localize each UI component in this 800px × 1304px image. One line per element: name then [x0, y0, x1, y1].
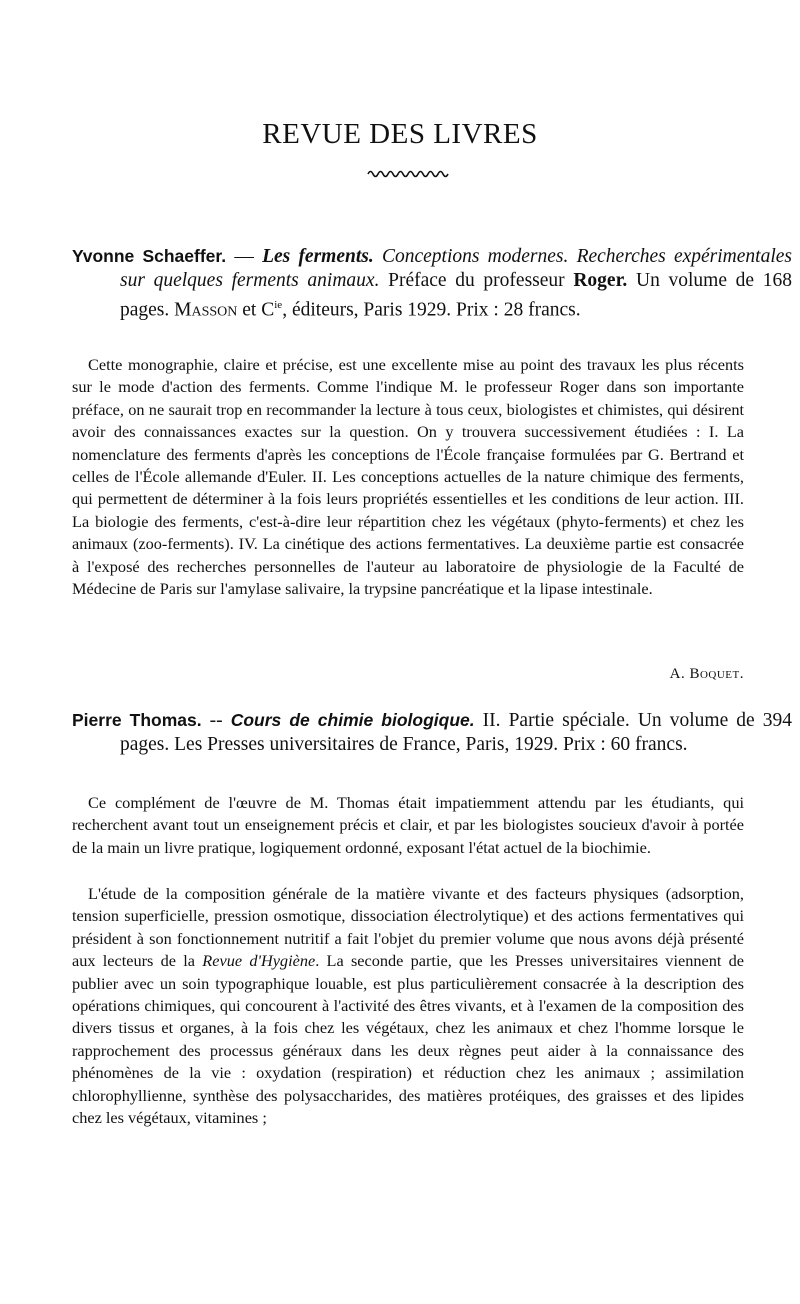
review-details: , éditeurs, Paris 1929. Prix : 28 francs. — [282, 299, 581, 321]
review-signature: A. Boquet. — [669, 666, 744, 682]
review-work-subtitle: Conceptions modernes. Recherches expérimentales sur quelques ferments animaux. — [120, 246, 792, 291]
separator-dash: — — [226, 246, 263, 267]
review-work-title: Les ferments. — [262, 246, 374, 267]
review-details: ie — [274, 299, 283, 311]
review-heading-2 — [72, 708, 792, 757]
review-author: Yvonne Schaeffer. — [72, 246, 227, 266]
review-author: Pierre Thomas. — [72, 710, 202, 730]
review-work-title: Cours de chimie biologique. — [230, 710, 475, 730]
review-details: Préface du professeur — [379, 270, 574, 291]
review-details: Un volume de 168 pages. — [120, 270, 792, 321]
review-paragraph: Ce complément de l'œuvre de M. Thomas était impatiemment attendu par les étudiants, qui recherchent avant tout un enseignement précis et clair, et par les biologistes soucieux d'avoir à portée de la main un livre pratique, logiquement ordonné, exposant l'état actuel de la biochimie. — [72, 793, 744, 857]
preface-author: Roger. — [573, 270, 628, 291]
review-paragraph: L'étude de la composition générale de la matière vivante et des facteurs physiques (adsorption, tension superficielle, pression osmotique, dissociation électrolytique) et des actions fermentatives qui président à son fonctionnement nutritif a fait l'objet du premier volume que nous avons déjà présenté aux lecteurs de la Revue d'Hygiène. La seconde partie, que les Presses universitaires viennent de publier avec un soin typographique louable, est plus particulièrement consacrée à la description des opérations chimiques, qui concourent à l'activité des êtres vivants, et à l'examen de la composition des divers tissus et organes, à la fois chez les végétaux, chez les animaux et chez l'homme lorsque le rapprochement des processus généraux dans les deux règnes peut aider à la connaissance des phénomènes de la vie : oxydation (respiration) et réduction chez les animaux ; assimilation chlorophyllienne, synthèse des polysaccharides, des matières protéiques, des graisses et des lipides chez les végétaux, vitamines ; — [72, 884, 744, 1128]
publisher-name: Masson — [174, 299, 238, 321]
review-details: II. Partie spéciale. Un volume de 394 pages. Les Presses universitaires de France, Paris, 1929. Prix : 60 francs. — [120, 710, 792, 755]
journal-title: Revue d'Hygiène — [202, 951, 316, 971]
separator-dash: -- — [201, 710, 231, 731]
page-title: REVUE DES LIVRES — [262, 118, 538, 150]
review-heading-1 — [72, 244, 792, 323]
review-paragraph: Cette monographie, claire et précise, est une excellente mise au point des travaux les plus récents sur le mode d'action des ferments. Comme l'indique M. le professeur Roger dans son importante préface, on ne saurait trop en recommander la lecture à tous ceux, biologistes et chimistes, qui désirent avoir des connaissances exactes sur la question. On y trouvera successivement étudiées : I. La nomenclature des ferments d'après les conceptions de l'École française formulées par G. Bertrand et celles de l'École allemande d'Euler. II. Les conceptions actuelles de la nature chimique des ferments, qui permettent de déterminer à la fois leurs propriétés essentielles et les conditions de leur action. III. La biologie des ferments, c'est-à-dire leur répartition chez les végétaux (phyto-ferments) et chez les animaux (zoo-ferments). IV. La cinétique des actions fermentatives. La deuxième partie est consacrée à l'exposé des recherches personnelles de l'auteur au laboratoire de physiologie de la Faculté de Médecine de Paris sur l'amylase salivaire, la trypsine pancréatique et la lipase intestinale. — [72, 355, 744, 599]
wavy-ornament-divider — [367, 168, 449, 180]
review-details: et C — [237, 299, 275, 321]
